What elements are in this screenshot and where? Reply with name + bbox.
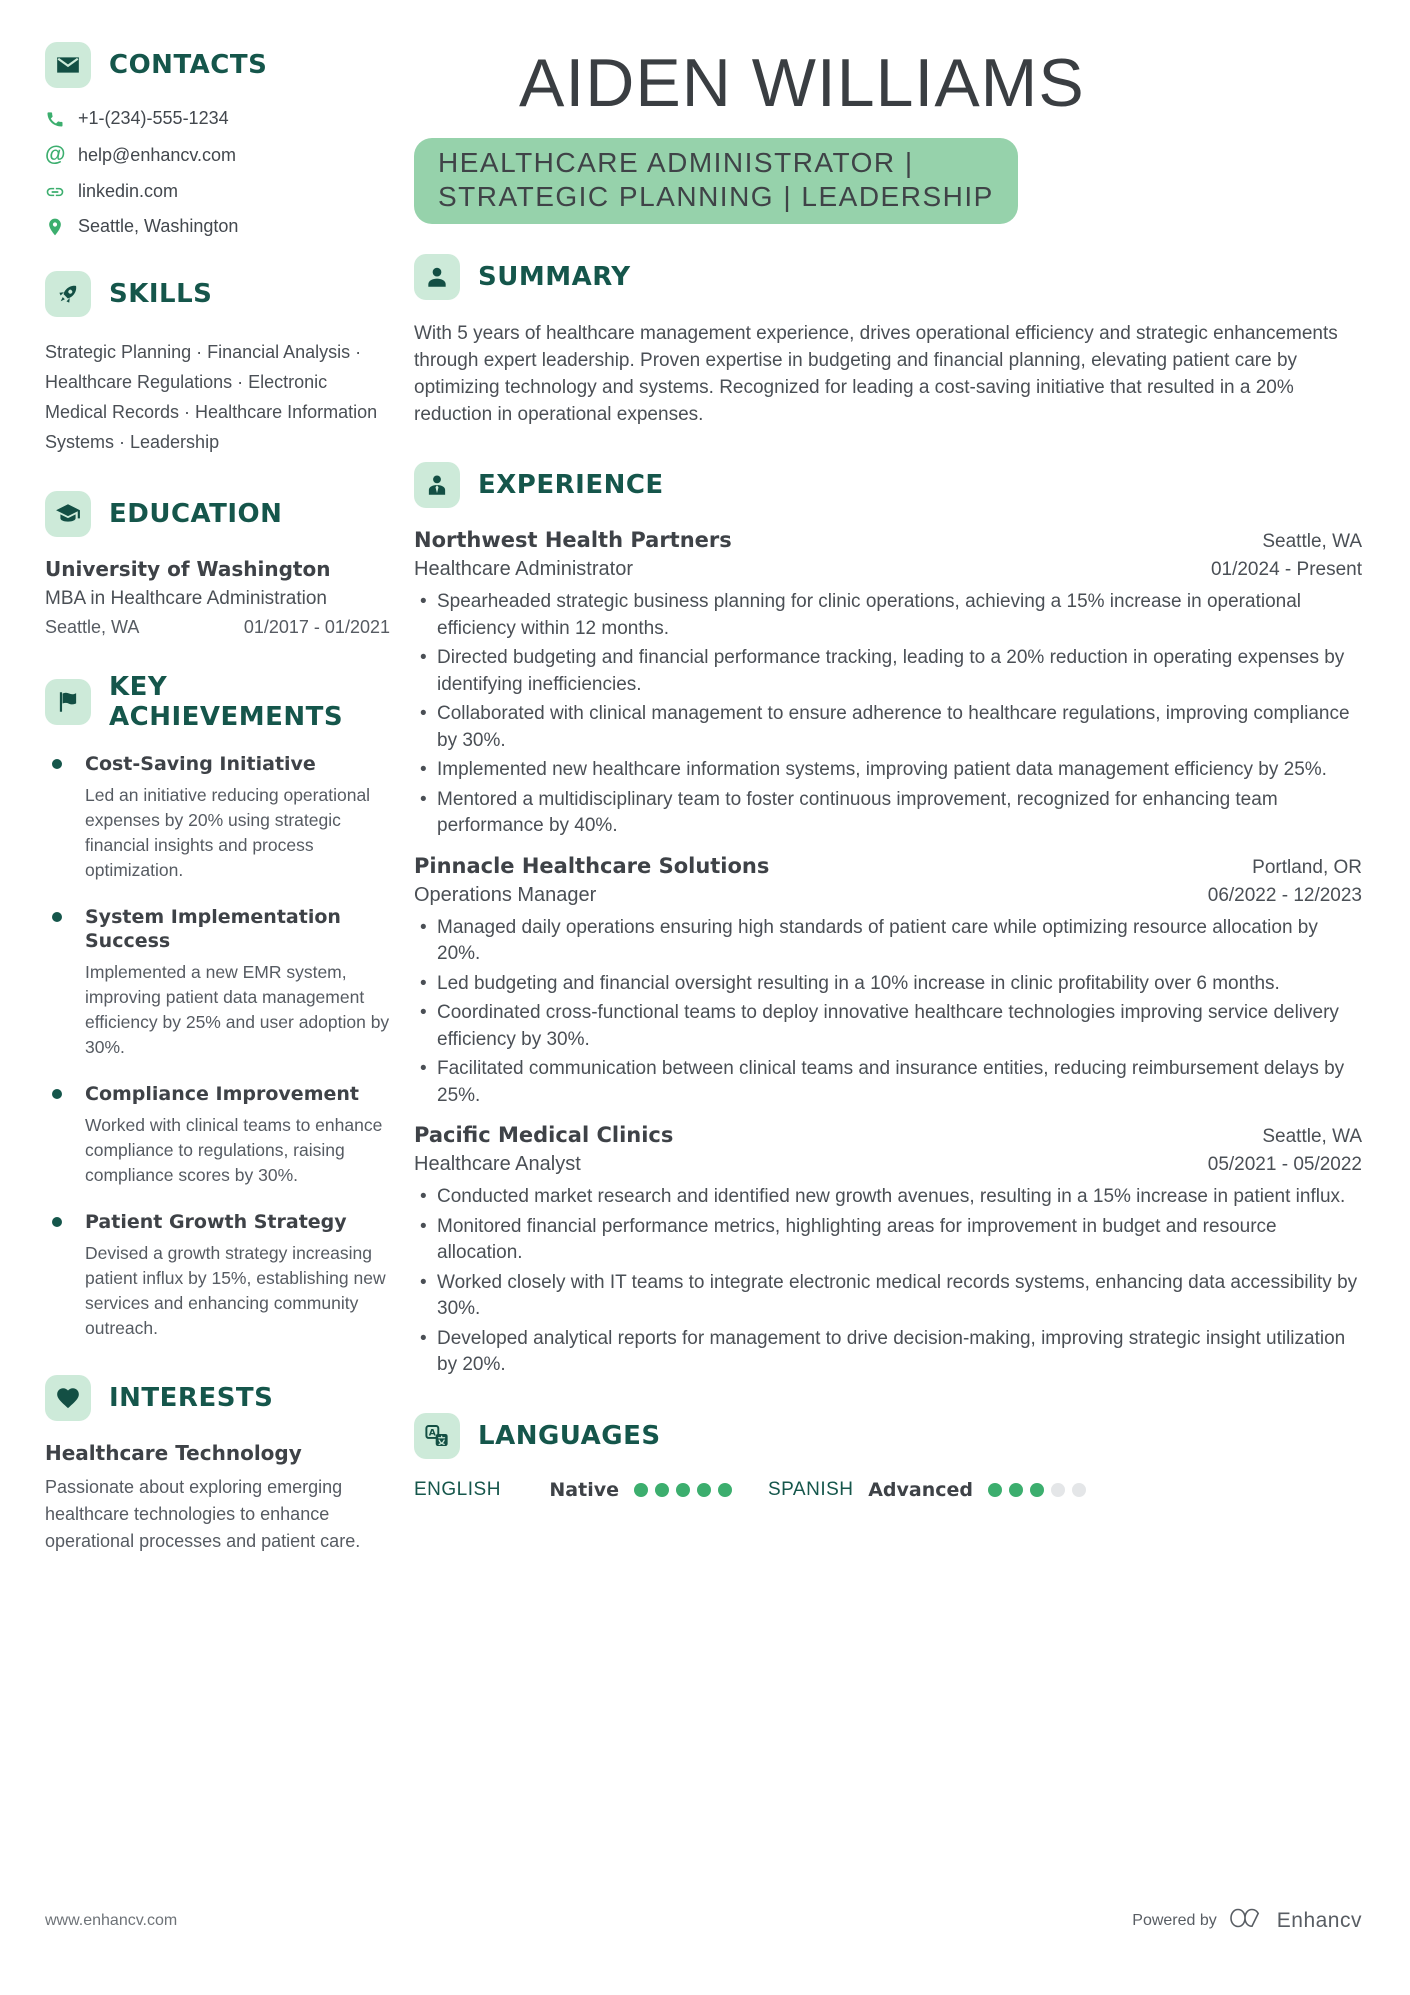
powered-by-label: Powered by <box>1132 1911 1217 1929</box>
interests-header <box>45 1375 390 1421</box>
job-bullet: • Implemented new healthcare information systems, improving patient data management efficiency by 25%. <box>414 757 1362 784</box>
heart-icon <box>45 1375 91 1421</box>
phone-value: +1-(234)-555-1234 <box>78 108 229 128</box>
summary-text: With 5 years of healthcare management experience, drives operational efficiency and strategic enhancements through expert leadership. Proven expertise in budgeting and financial planning, elevating patient care by optimizing technology and systems. Recognized for leading a cost-saving initiative that resulted in a 20% reduction in operational expenses. <box>414 323 1338 425</box>
person-name: AIDEN WILLIAMS <box>519 45 1085 121</box>
level-dot <box>988 1483 1002 1497</box>
level-dot <box>1072 1483 1086 1497</box>
summary-heading: SUMMARY <box>478 262 631 292</box>
languages-header <box>414 1413 1362 1459</box>
job-bullet-list <box>414 589 1362 840</box>
skills-header <box>45 271 390 317</box>
job-company: Pacific Medical Clinics <box>414 1123 674 1147</box>
level-dot <box>676 1483 690 1497</box>
level-dot <box>1009 1483 1023 1497</box>
job-bullet: • Led budgeting and financial oversight resulting in a 10% increase in clinic profitability over 6 months. <box>414 971 1362 998</box>
brand-name: Enhancv <box>1276 1908 1362 1932</box>
job-bullet: • Monitored financial performance metrics, highlighting areas for improvement in budget and resource allocation. <box>414 1214 1362 1267</box>
job-title-line2: STRATEGIC PLANNING | LEADERSHIP <box>438 181 994 212</box>
language-item <box>768 1479 1086 1501</box>
page-footer <box>45 1905 1362 1936</box>
education-header <box>45 491 390 537</box>
experience-entry <box>414 528 1362 840</box>
education-school: University of Washington <box>45 557 331 581</box>
education-location: Seattle, WA <box>45 617 140 637</box>
level-dot <box>697 1483 711 1497</box>
graduation-cap-icon <box>45 491 91 537</box>
achievement-title: Compliance Improvement <box>85 1083 359 1105</box>
job-bullet-list <box>414 915 1362 1110</box>
achievement-text: Worked with clinical teams to enhance compliance to regulations, raising compliance scores by 30%. <box>85 1115 383 1185</box>
location-value: Seattle, Washington <box>78 216 239 236</box>
languages-row <box>414 1479 1362 1501</box>
job-bullet: • Coordinated cross-functional teams to deploy innovative healthcare technologies improving service delivery efficiency by 30%. <box>414 1000 1362 1053</box>
job-title-line1: HEALTHCARE ADMINISTRATOR | <box>438 147 914 178</box>
achievements-heading: KEY ACHIEVEMENTS <box>109 672 344 732</box>
language-level: Native <box>549 1478 619 1501</box>
location-pin-icon <box>45 217 65 237</box>
experience-heading: EXPERIENCE <box>478 470 664 500</box>
contact-phone <box>45 108 390 129</box>
job-bullet: • Mentored a multidisciplinary team to foster continuous improvement, recognized for enhancing team performance by 40%. <box>414 787 1362 840</box>
education-section <box>45 491 390 638</box>
job-title-banner <box>414 138 1018 224</box>
powered-by <box>1132 1905 1362 1936</box>
education-degree: MBA in Healthcare Administration <box>45 588 327 609</box>
contacts-header <box>45 42 390 88</box>
envelope-icon <box>45 42 91 88</box>
level-dot <box>655 1483 669 1497</box>
achievements-section <box>45 672 390 1341</box>
at-icon: @ <box>45 143 66 166</box>
language-level-dots <box>634 1483 732 1497</box>
job-bullet: • Developed analytical reports for management to drive decision-making, improving strategic insight utilization by 20%. <box>414 1326 1362 1379</box>
summary-section <box>414 254 1362 428</box>
experience-section <box>414 462 1362 1379</box>
job-bullet-list <box>414 1184 1362 1379</box>
job-bullet: • Facilitated communication between clinical teams and insurance entities, reducing reimbursement delays by 25%. <box>414 1056 1362 1109</box>
contact-location <box>45 216 390 237</box>
achievements-header <box>45 672 390 732</box>
language-item <box>414 1479 732 1501</box>
person-icon <box>414 254 460 300</box>
job-role: Operations Manager <box>414 883 597 906</box>
contact-email[interactable] <box>45 143 390 167</box>
footer-url[interactable]: www.enhancv.com <box>45 1911 178 1929</box>
phone-icon <box>45 109 65 129</box>
job-dates: 05/2021 - 05/2022 <box>1207 1154 1362 1175</box>
job-company: Pinnacle Healthcare Solutions <box>414 853 770 878</box>
achievement-title: Patient Growth Strategy <box>85 1211 347 1233</box>
summary-header <box>414 254 1362 300</box>
experience-header <box>414 462 1362 508</box>
flag-icon <box>45 679 91 725</box>
language-name: ENGLISH <box>414 1478 501 1500</box>
contact-link[interactable] <box>45 181 390 202</box>
rocket-icon <box>45 271 91 317</box>
link-value[interactable]: linkedin.com <box>78 181 179 201</box>
achievement-title: Cost-Saving Initiative <box>85 753 316 775</box>
job-location: Seattle, WA <box>1262 531 1362 552</box>
right-column <box>414 42 1362 1589</box>
job-bullet: • Worked closely with IT teams to integrate electronic medical records systems, enhancing data accessibility by 30%. <box>414 1270 1362 1323</box>
contacts-heading: CONTACTS <box>109 50 268 80</box>
experience-entry <box>414 854 1362 1110</box>
job-dates: 01/2024 - Present <box>1210 559 1362 580</box>
job-bullet: • Directed budgeting and financial performance tracking, leading to a 20% reduction in operating expenses by identifying inefficiencies. <box>414 645 1362 698</box>
skills-section <box>45 271 390 457</box>
job-bullet: • Managed daily operations ensuring high standards of patient care while optimizing resource allocation by 20%. <box>414 915 1362 968</box>
email-value[interactable]: help@enhancv.com <box>78 144 237 165</box>
experience-entry <box>414 1123 1362 1379</box>
education-heading: EDUCATION <box>109 499 283 529</box>
skills-list: Strategic Planning · Financial Analysis · Healthcare Regulations · Electronic Medical Records · Healthcare Information Systems · Leadership <box>45 342 378 452</box>
level-dot <box>634 1483 648 1497</box>
education-dates: 01/2017 - 01/2021 <box>243 617 390 637</box>
achievement-text: Led an initiative reducing operational expenses by 20% using strategic financial insights and process optimization. <box>85 785 371 880</box>
link-icon <box>45 182 65 202</box>
achievement-item <box>45 1082 390 1188</box>
language-name: SPANISH <box>768 1478 854 1500</box>
job-bullet: • Spearheaded strategic business planning for clinic operations, achieving a 15% increase in operational efficiency within 12 months. <box>414 589 1362 642</box>
translate-icon <box>414 1413 460 1459</box>
job-dates: 06/2022 - 12/2023 <box>1207 884 1362 906</box>
interests-section <box>45 1375 390 1555</box>
contacts-section <box>45 42 390 237</box>
job-location: Seattle, WA <box>1262 1126 1362 1147</box>
person-tie-icon <box>414 462 460 508</box>
achievement-item <box>45 1210 390 1341</box>
left-column <box>45 42 390 1589</box>
interests-heading: INTERESTS <box>109 1383 274 1413</box>
job-role: Healthcare Administrator <box>414 558 633 580</box>
achievement-text: Devised a growth strategy increasing patient influx by 15%, establishing new services and enhancing community outreach. <box>85 1243 386 1338</box>
interest-text: Passionate about exploring emerging healthcare technologies to enhance operational processes and patient care. <box>45 1477 361 1551</box>
level-dot <box>1030 1483 1044 1497</box>
achievement-item <box>45 905 390 1060</box>
job-location: Portland, OR <box>1252 856 1362 878</box>
job-bullet: • Collaborated with clinical management to ensure adherence to healthcare regulations, improving compliance by 30%. <box>414 701 1362 754</box>
svg-text:A: A <box>428 1427 436 1439</box>
job-role: Healthcare Analyst <box>414 1153 581 1175</box>
achievement-text: Implemented a new EMR system, improving patient data management efficiency by 25% and user adoption by 30%. <box>85 962 390 1057</box>
level-dot <box>718 1483 732 1497</box>
level-dot <box>1051 1483 1065 1497</box>
achievement-item <box>45 752 390 883</box>
languages-section <box>414 1413 1362 1501</box>
achievement-title: System Implementation Success <box>85 906 341 952</box>
skills-heading: SKILLS <box>109 279 213 309</box>
language-level-dots <box>988 1483 1086 1497</box>
language-level: Advanced <box>868 1478 973 1501</box>
languages-heading: LANGUAGES <box>478 1420 661 1451</box>
job-company: Northwest Health Partners <box>414 528 732 552</box>
interest-title: Healthcare Technology <box>45 1441 302 1465</box>
enhancv-logo-icon <box>1227 1905 1267 1936</box>
job-bullet: • Conducted market research and identified new growth avenues, resulting in a 15% increase in patient influx. <box>414 1184 1362 1211</box>
